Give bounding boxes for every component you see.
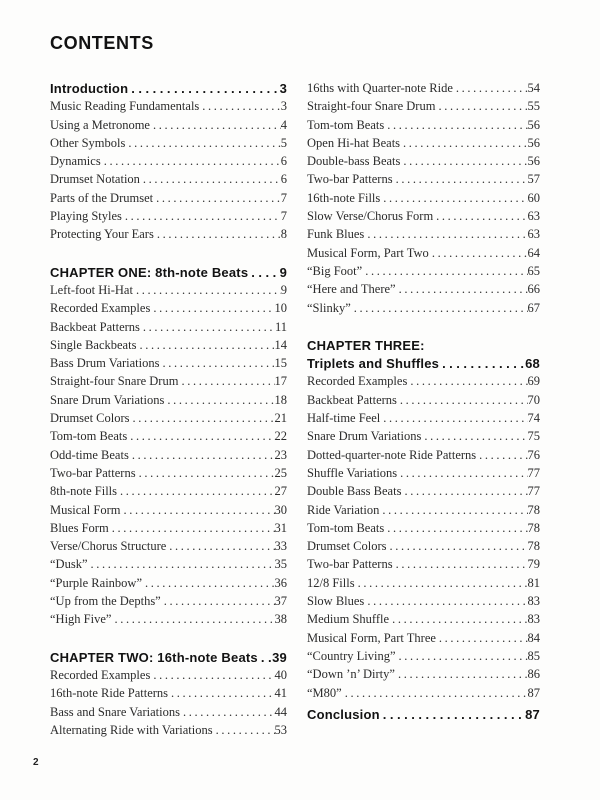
toc-entry-title: “Slinky” (307, 300, 351, 315)
toc-entry (307, 227, 540, 245)
toc-entry-page: 56 (527, 117, 540, 132)
dot-leader (362, 264, 527, 279)
toc-entry-page: 53 (274, 722, 287, 737)
toc-entry (50, 227, 287, 245)
toc-entry-page: 40 (274, 667, 287, 682)
toc-entry-title: Recorded Examples (50, 301, 151, 316)
toc-entry-title: 8th-note Fills (50, 484, 118, 499)
toc-entry-page: 56 (527, 154, 540, 169)
toc-entry-title: “M80” (307, 685, 342, 700)
dot-leader (384, 521, 527, 536)
toc-entry-title: Straight-four Snare Drum (307, 99, 436, 114)
dot-leader (133, 283, 281, 298)
toc-entry (50, 576, 287, 594)
dot-leader (128, 81, 279, 96)
toc-entry-title: Drumset Colors (50, 411, 130, 426)
toc-entry-title: Double-bass Beats (307, 154, 401, 169)
toc-entry (307, 209, 540, 227)
toc-entry-title: “Big Foot” (307, 263, 363, 278)
dot-leader (140, 320, 275, 335)
toc-entry-title: Music Reading Fundamentals (50, 99, 200, 114)
toc-entry-title: Tom-tom Beats (50, 429, 128, 444)
toc-entry-title: Musical Form, Part Two (307, 245, 429, 260)
dot-leader (429, 246, 528, 261)
toc-entry (307, 521, 540, 539)
toc-entry-title: Shuffle Variations (307, 465, 398, 480)
toc-entry-title: Protecting Your Ears (50, 227, 154, 242)
toc-entry (307, 118, 540, 136)
toc-heading-title: Triplets and Shuffles (307, 356, 440, 372)
toc-entry-page: 5 (280, 135, 287, 150)
toc-entry (50, 136, 287, 154)
toc-entry-title: Ride Variation (307, 502, 380, 517)
dot-leader (111, 612, 274, 627)
toc-entry (50, 99, 287, 117)
toc-entry-page: 56 (527, 135, 540, 150)
toc-entry (50, 686, 287, 704)
toc-entry (50, 191, 287, 209)
toc-heading-page: 87 (525, 706, 540, 722)
toc-entry (307, 393, 540, 411)
dot-leader (400, 136, 527, 151)
toc-entry-title: Alternating Ride with Variations (50, 722, 213, 737)
dot-leader (122, 209, 281, 224)
toc-entry-page: 54 (527, 81, 540, 95)
toc-entry (50, 705, 287, 723)
toc-entry-page: 78 (527, 502, 540, 517)
toc-entry-title: Two-bar Patterns (307, 172, 393, 187)
toc-entry (50, 612, 287, 630)
dot-leader (400, 154, 527, 169)
toc-entry-title: Parts of the Drumset (50, 190, 154, 205)
toc-entry-title: Bass and Snare Variations (50, 704, 180, 719)
toc-entry-title: Slow Blues (307, 594, 365, 609)
toc-entry (307, 172, 540, 190)
toc-entry-title: “Country Living” (307, 648, 396, 663)
toc-entry (50, 521, 287, 539)
dot-leader (168, 686, 274, 701)
toc-entry (307, 301, 540, 319)
toc-entry-page: 44 (274, 704, 287, 719)
toc-entry-page: 66 (527, 282, 540, 297)
toc-entry-page: 23 (274, 447, 287, 462)
toc-entry (307, 448, 540, 466)
dot-leader (396, 282, 528, 297)
toc-column-right (307, 81, 540, 741)
toc-entry-page: 8 (280, 227, 287, 242)
toc-entry-title: “Here and There” (307, 282, 396, 297)
toc-entry (307, 539, 540, 557)
toc-entry-page: 83 (527, 612, 540, 627)
toc-entry-page: 63 (527, 209, 540, 224)
toc-entry-page: 87 (527, 685, 540, 700)
dot-leader (129, 448, 275, 463)
toc-entry-page: 55 (527, 99, 540, 114)
dot-leader (342, 686, 528, 701)
toc-entry (50, 539, 287, 557)
dot-leader (393, 172, 528, 187)
toc-entry-title: Open Hi-hat Beats (307, 135, 401, 150)
dot-leader (364, 594, 527, 609)
toc-chapter-label-text: CHAPTER THREE: (307, 337, 425, 353)
toc-entry (307, 503, 540, 521)
toc-entry (307, 411, 540, 429)
toc-entry (50, 338, 287, 356)
dot-leader (166, 539, 274, 554)
page-title: CONTENTS (50, 33, 154, 53)
toc-heading-page: 39 (272, 649, 287, 665)
toc-entry-title: Half-time Feel (307, 411, 381, 426)
dot-leader (395, 667, 528, 682)
toc-entry-title: Drumset Notation (50, 172, 140, 187)
toc-column-left (50, 81, 287, 741)
toc-entry-title: Bass Drum Variations (50, 356, 160, 371)
dot-leader (397, 466, 527, 481)
toc-entry-title: Dotted-quarter-note Ride Patterns (307, 447, 477, 462)
toc-entry-page: 57 (527, 172, 540, 187)
toc-entry-page: 7 (280, 190, 287, 205)
toc-section (50, 81, 287, 246)
dot-leader (421, 429, 527, 444)
toc-entry (307, 282, 540, 300)
toc-section-heading (50, 265, 287, 283)
toc-entry-page: 79 (527, 557, 540, 572)
toc-entry-title: Verse/Chorus Structure (50, 539, 167, 554)
toc-entry-page: 67 (527, 300, 540, 315)
toc-entry-page: 77 (527, 465, 540, 480)
toc-entry-title: “Down ’n’ Dirty” (307, 667, 395, 682)
toc-entry (307, 649, 540, 667)
toc-section-heading (307, 707, 540, 725)
toc-entry (307, 484, 540, 502)
toc-entry (307, 667, 540, 685)
dot-leader (379, 503, 527, 518)
toc-section-heading (50, 81, 287, 99)
toc-entry-page: 10 (274, 301, 287, 316)
toc-entry-page: 76 (527, 447, 540, 462)
toc-entry (307, 576, 540, 594)
toc-entry (50, 484, 287, 502)
dot-leader (213, 723, 275, 738)
toc-entry (307, 429, 540, 447)
dot-leader (387, 539, 528, 554)
toc-entry-page: 18 (274, 392, 287, 407)
dot-leader (136, 338, 274, 353)
toc-entry-title: Blues Form (50, 520, 109, 535)
dot-leader (101, 154, 281, 169)
toc-entry (50, 301, 287, 319)
toc-entry-title: Double Bass Beats (307, 484, 402, 499)
dot-leader (150, 301, 274, 316)
toc-entry-page: 4 (280, 117, 287, 132)
dot-leader (199, 99, 280, 114)
toc-entry-title: Tom-tom Beats (307, 520, 385, 535)
toc-entry-page: 60 (527, 190, 540, 205)
toc-entry-page: 84 (527, 630, 540, 645)
dot-leader (109, 521, 275, 536)
toc-entry-title: Playing Styles (50, 209, 122, 224)
toc-entry-page: 81 (527, 575, 540, 590)
dot-leader (88, 557, 275, 572)
toc-entry-page: 31 (274, 520, 287, 535)
toc-entry-page: 14 (274, 337, 287, 352)
dot-leader (150, 668, 274, 683)
toc-section (50, 265, 287, 631)
toc-heading-title: Introduction (50, 81, 129, 96)
toc-entry (307, 264, 540, 282)
toc-heading-page: 9 (279, 264, 287, 280)
toc-entry-page: 27 (274, 484, 287, 499)
toc-entry-title: Dynamics (50, 154, 101, 169)
toc-entry-page: 35 (274, 557, 287, 572)
toc-entry-title: “High Five” (50, 612, 112, 627)
toc-entry-title: Single Backbeats (50, 337, 137, 352)
dot-leader (180, 705, 275, 720)
dot-leader (384, 118, 527, 133)
dot-leader (380, 191, 527, 206)
toc-entry (50, 209, 287, 227)
dot-leader (136, 466, 275, 481)
toc-entry (50, 429, 287, 447)
toc-entry-page: 78 (527, 520, 540, 535)
dot-leader (120, 503, 274, 518)
dot-leader (125, 136, 280, 151)
toc-entry-page: 36 (274, 575, 287, 590)
toc-section (50, 650, 287, 741)
toc-entry-page: 78 (527, 539, 540, 554)
toc-entry (50, 374, 287, 392)
toc-entry (50, 466, 287, 484)
toc-entry-title: 16ths with Quarter-note Ride (307, 81, 453, 95)
toc-entry-title: Slow Verse/Chorus Form (307, 209, 434, 224)
toc-entry-page: 63 (527, 227, 540, 242)
toc-entry-page: 69 (527, 374, 540, 389)
toc-columns (50, 81, 540, 741)
toc-section (307, 338, 540, 704)
toc-entry (307, 81, 540, 99)
toc-entry-title: Straight-four Snare Drum (50, 374, 179, 389)
toc-entry-page: 22 (274, 429, 287, 444)
toc-entry (50, 283, 287, 301)
dot-leader (435, 99, 527, 114)
toc-heading-title: CHAPTER ONE: 8th-note Beats (50, 264, 249, 280)
toc-entry-page: 33 (274, 539, 287, 554)
toc-entry (50, 448, 287, 466)
toc-entry (50, 668, 287, 686)
toc-entry-title: Recorded Examples (307, 374, 408, 389)
toc-entry (307, 154, 540, 172)
toc-entry (307, 191, 540, 209)
dot-leader (130, 411, 275, 426)
toc-entry-page: 70 (527, 392, 540, 407)
toc-entry (307, 466, 540, 484)
toc-entry-title: Recorded Examples (50, 667, 151, 682)
page-number: 2 (33, 757, 39, 768)
toc-entry-page: 9 (280, 282, 287, 297)
dot-leader (436, 631, 528, 646)
toc-entry-page: 6 (280, 172, 287, 187)
toc-entry-page: 65 (527, 263, 540, 278)
dot-leader (355, 576, 528, 591)
dot-leader (117, 484, 274, 499)
toc-entry (307, 374, 540, 392)
toc-entry-page: 17 (274, 374, 287, 389)
toc-entry-title: Using a Metronome (50, 117, 150, 132)
toc-entry (50, 356, 287, 374)
dot-leader (407, 374, 527, 389)
toc-entry-page: 7 (280, 209, 287, 224)
toc-entry (307, 686, 540, 704)
dot-leader (364, 227, 527, 242)
toc-entry-title: Drumset Colors (307, 539, 387, 554)
dot-leader (154, 227, 281, 242)
dot-leader (140, 172, 281, 187)
toc-entry-page: 37 (274, 594, 287, 609)
dot-leader (258, 650, 272, 665)
toc-heading-title: Conclusion (307, 706, 380, 722)
toc-heading-page: 3 (279, 81, 287, 96)
toc-chapter-label (307, 338, 540, 356)
toc-section (307, 707, 540, 725)
toc-entry (50, 118, 287, 136)
toc-entry-page: 21 (274, 411, 287, 426)
dot-leader (178, 374, 274, 389)
dot-leader (401, 484, 527, 499)
dot-leader (453, 81, 528, 96)
toc-entry (307, 594, 540, 612)
toc-entry-title: Musical Form, Part Three (307, 630, 436, 645)
dot-leader (396, 649, 528, 664)
toc-entry-title: Two-bar Patterns (307, 557, 393, 572)
toc-entry-title: Left-foot Hi-Hat (50, 282, 133, 297)
toc-entry-title: “Up from the Depths” (50, 594, 161, 609)
toc-entry-title: Snare Drum Variations (50, 392, 165, 407)
toc-entry-page: 85 (527, 648, 540, 663)
dot-leader (248, 265, 279, 280)
toc-entry (50, 594, 287, 612)
toc-entry (50, 723, 287, 741)
toc-entry-title: “Purple Rainbow” (50, 575, 142, 590)
dot-leader (351, 301, 528, 316)
toc-section-heading (50, 650, 287, 668)
toc-entry (50, 320, 287, 338)
toc-entry-title: 16th-note Fills (307, 190, 381, 205)
dot-leader (127, 429, 274, 444)
dot-leader (164, 393, 274, 408)
dot-leader (433, 209, 527, 224)
toc-entry (307, 557, 540, 575)
toc-heading-title: CHAPTER TWO: 16th-note Beats (50, 649, 258, 665)
toc-entry (50, 172, 287, 190)
toc-entry-page: 86 (527, 667, 540, 682)
dot-leader (153, 191, 281, 206)
toc-entry-title: Backbeat Patterns (307, 392, 397, 407)
toc-entry (50, 503, 287, 521)
toc-entry-page: 11 (274, 319, 287, 334)
dot-leader (380, 411, 527, 426)
toc-entry (307, 631, 540, 649)
toc-entry (50, 393, 287, 411)
toc-entry-title: Snare Drum Variations (307, 429, 422, 444)
toc-entry-title: Tom-tom Beats (307, 117, 385, 132)
dot-leader (142, 576, 275, 591)
toc-entry-page: 83 (527, 594, 540, 609)
toc-entry-title: Other Symbols (50, 135, 126, 150)
toc-entry (307, 246, 540, 264)
toc-entry-title: Odd-time Beats (50, 447, 129, 462)
toc-entry (307, 612, 540, 630)
toc-entry-page: 77 (527, 484, 540, 499)
dot-leader (393, 557, 528, 572)
toc-entry-page: 74 (527, 411, 540, 426)
toc-entry-page: 25 (274, 465, 287, 480)
toc-entry-title: Funk Blues (307, 227, 365, 242)
toc-entry-page: 15 (274, 356, 287, 371)
toc-heading-page: 68 (525, 356, 540, 372)
toc-entry (50, 154, 287, 172)
dot-leader (439, 356, 525, 371)
toc-entry-title: Backbeat Patterns (50, 319, 140, 334)
dot-leader (150, 118, 281, 133)
toc-entry (307, 136, 540, 154)
toc-entry-title: “Dusk” (50, 557, 88, 572)
toc-entry-page: 30 (274, 502, 287, 517)
toc-entry-page: 6 (280, 154, 287, 169)
dot-leader (160, 356, 275, 371)
toc-entry-title: Two-bar Patterns (50, 465, 136, 480)
dot-leader (476, 448, 527, 463)
toc-entry-title: 12/8 Fills (307, 575, 355, 590)
toc-entry (50, 411, 287, 429)
dot-leader (397, 393, 528, 408)
toc-entry-page: 3 (280, 99, 287, 114)
toc-section-heading (307, 356, 540, 374)
dot-leader (161, 594, 275, 609)
toc-entry (307, 99, 540, 117)
toc-section (307, 81, 540, 319)
toc-entry-title: 16th-note Ride Patterns (50, 686, 169, 701)
toc-entry-title: Medium Shuffle (307, 612, 390, 627)
toc-entry-page: 38 (274, 612, 287, 627)
dot-leader (380, 707, 525, 722)
toc-entry (50, 557, 287, 575)
dot-leader (389, 612, 527, 627)
toc-entry-page: 41 (274, 686, 287, 701)
toc-entry-page: 64 (527, 245, 540, 260)
toc-entry-page: 75 (527, 429, 540, 444)
toc-entry-title: Musical Form (50, 502, 121, 517)
